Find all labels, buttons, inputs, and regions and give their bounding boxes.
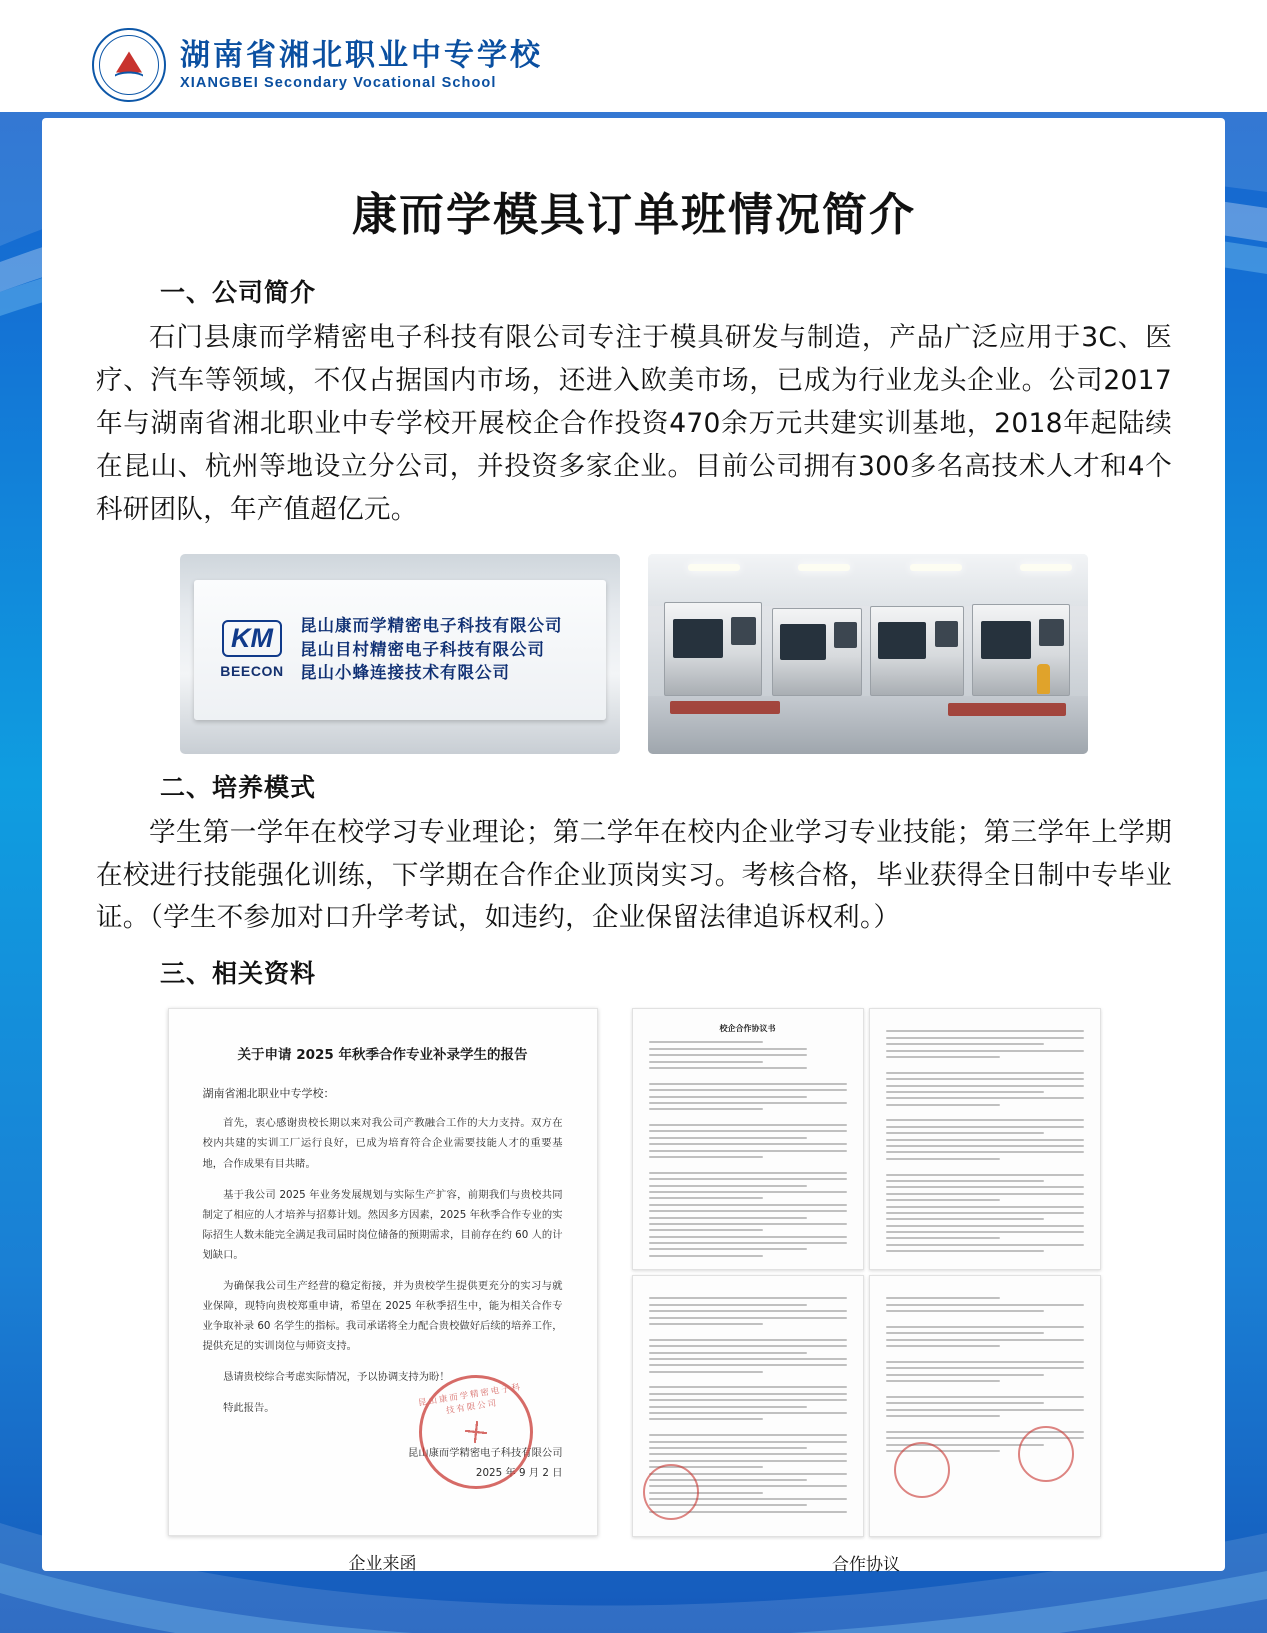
floor-mat <box>948 703 1066 716</box>
letter-signature-date: 2025 年 9 月 2 日 <box>475 1466 563 1479</box>
poster-content <box>88 168 1180 1575</box>
agreement-text-lines <box>886 1030 1084 1252</box>
signboard-line-3: 昆山小蜂连接技术有限公司 <box>300 663 510 683</box>
worker-figure <box>1037 664 1050 694</box>
letter-signature-company: 昆山康而学精密电子科技有限公司 <box>408 1447 563 1460</box>
cnc-machine <box>972 604 1070 696</box>
agreement-stamp-icon <box>894 1442 950 1498</box>
section-body-company: 石门县康而学精密电子科技有限公司专注于模具研发与制造，产品广泛应用于3C、医疗、汽车等领域，不仅占据国内市场，还进入欧美市场，已成为行业龙头企业。公司2017年与湖南省湘北职业中专学校开展校企合作投资470余万元共建实训基地，2018年起陆续在昆山、杭州等地设立分公司，并投资多家企业。目前公司拥有300多名高技术人才和4个科研团队，年产值超亿元。 <box>96 322 1172 525</box>
ceiling-light-icon <box>1020 564 1072 571</box>
letter-paragraph: 恳请贵校综合考虑实际情况，予以协调支持为盼！ <box>223 1371 450 1384</box>
ceiling-light-icon <box>910 564 962 571</box>
agreement-page[interactable] <box>869 1275 1101 1537</box>
caption-company-letter: 企业来函 <box>348 1554 417 1575</box>
agreement-stamp-icon <box>643 1464 699 1520</box>
signboard-lines <box>300 614 596 684</box>
ceiling-light-icon <box>798 564 850 571</box>
agreement-page[interactable] <box>632 1008 864 1270</box>
attachment-agreement <box>632 1008 1101 1575</box>
attachments-gallery <box>88 1008 1180 1575</box>
km-mark: KM <box>222 620 282 658</box>
section-heading-company: 一、公司简介 <box>160 278 317 307</box>
agreement-pages-grid <box>632 1008 1101 1537</box>
section-body-training: 学生第一学年在校学习专业理论；第二学年在校内企业学习专业技能；第三学年上学期在校进行技能强化训练，下学期在合作企业顶岗实习。考核合格，毕业获得全日制中专毕业证。（学生不参加对口升学考试，如违约，企业保留法律追诉权利。） <box>96 816 1172 934</box>
agreement-page[interactable] <box>632 1275 864 1537</box>
page-title: 康而学模具订单班情况简介 <box>351 188 916 241</box>
cnc-machine <box>772 608 862 696</box>
signboard-line-2: 昆山目村精密电子科技有限公司 <box>300 639 545 659</box>
letter-paragraph: 首先，衷心感谢贵校长期以来对我公司产教融合工作的大力支持。双方在校内共建的实训工厂运行良好，已成为培育符合企业需要技能人才的重要基地，合作成果有目共睹。 <box>202 1117 563 1170</box>
signboard-line-1: 昆山康而学精密电子科技有限公司 <box>300 616 563 636</box>
company-letter-page[interactable] <box>168 1008 598 1536</box>
agreement-text-lines <box>649 1041 847 1257</box>
photo-row <box>88 554 1180 754</box>
school-name-cn: 湖南省湘北职业中专学校 <box>180 38 543 73</box>
photo-workshop <box>648 554 1088 754</box>
signboard-panel <box>194 580 606 720</box>
caption-agreement: 合作协议 <box>832 1555 900 1576</box>
letter-title: 关于申请 2025 年秋季合作专业补录学生的报告 <box>237 1047 528 1064</box>
agreement-stamp-icon <box>1018 1426 1074 1482</box>
cnc-machine <box>664 602 762 696</box>
letter-paragraph: 为确保我公司生产经营的稳定衔接，并为贵校学生提供更充分的实习与就业保障，现特向贵校郑重申请，希望在 2025 年秋季招生中，能为相关合作专业争取补录 60 名学生的指标。我司承诺将全力配合贵校做好后续的培养工作，提供充足的实训岗位与师资支持。 <box>202 1279 563 1353</box>
letter-recipient: 湖南省湘北职业中专学校： <box>202 1087 335 1101</box>
photo-company-signboard <box>180 554 620 754</box>
cnc-machine <box>870 606 964 696</box>
letter-paragraph: 基于我公司 2025 年业务发展规划与实际生产扩容，前期我们与贵校共同制定了相应的人才培养与招募计划。然因多方因素，2025 年秋季合作专业的实际招生人数未能完全满足我司届时岗位储备的预期需求，目前存在约 60 人的计划缺口。 <box>202 1188 563 1261</box>
stamp-text: 昆山康而学精密电子科技有限公司 <box>417 1382 523 1417</box>
letter-paragraph: 特此报告。 <box>223 1402 275 1415</box>
workshop-ceiling <box>648 554 1088 606</box>
school-logo-block <box>92 28 543 102</box>
section-heading-materials: 三、相关资料 <box>160 959 317 989</box>
agreement-page[interactable] <box>869 1008 1101 1270</box>
school-seal-icon <box>92 28 166 102</box>
ceiling-light-icon <box>688 564 740 571</box>
floor-mat <box>670 701 780 714</box>
beecon-mark: BEECON <box>220 663 284 680</box>
school-name-en: XIANGBEI Secondary Vocational School <box>180 75 497 91</box>
km-logo-icon <box>204 620 300 680</box>
agreement-page-title: 校企合作协议书 <box>719 1024 776 1034</box>
attachment-company-letter <box>168 1008 598 1575</box>
section-heading-training: 二、培养模式 <box>160 772 317 802</box>
